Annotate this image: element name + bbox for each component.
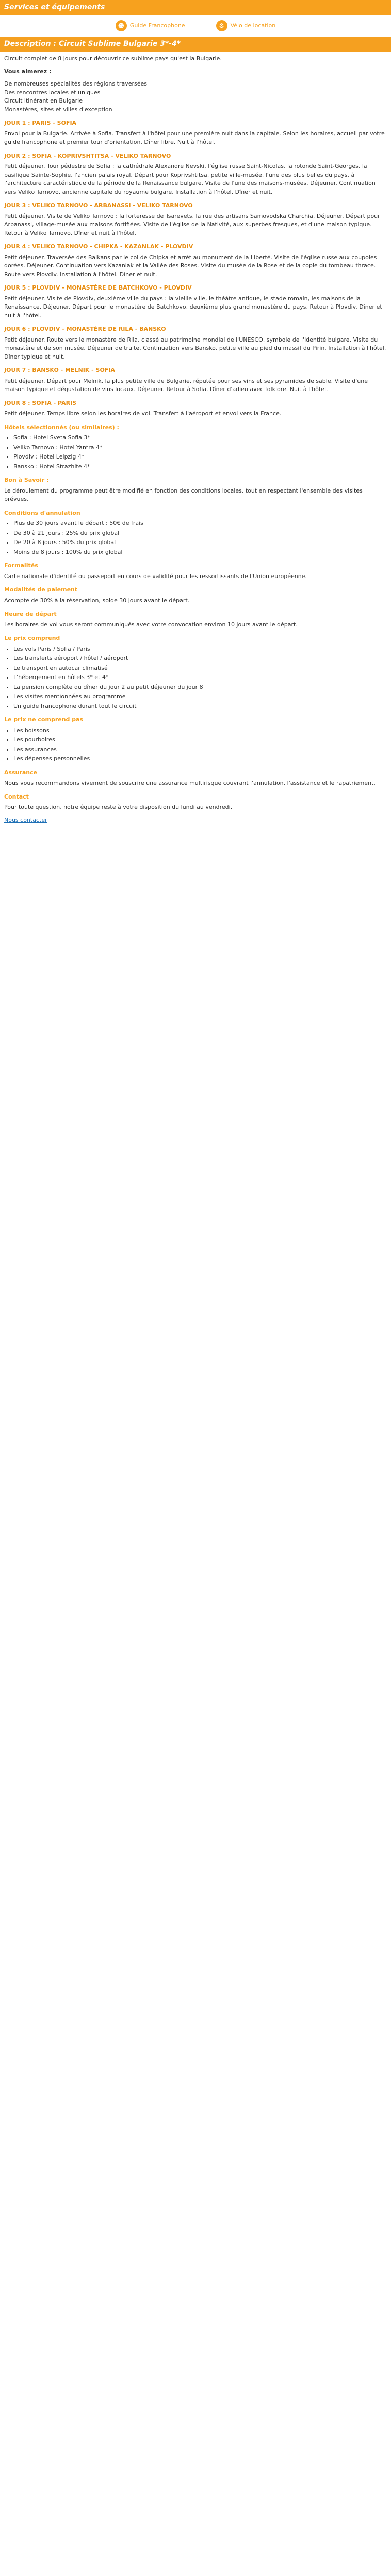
not-included-item: • Les dépenses personnelles — [13, 755, 387, 764]
day-block — [4, 119, 387, 147]
formalities-title: Formalités — [4, 562, 38, 569]
voyage-item: Circuit itinérant en Bulgarie — [4, 97, 83, 104]
payment-text: Acompte de 30% à la réservation, solde 30 jours avant le départ. — [4, 597, 190, 604]
schedule-title: Heure de départ — [4, 611, 57, 617]
day-block — [4, 201, 387, 238]
schedule-text: Les horaires de vol vous seront communiqués avec votre convocation environ 10 jours avant le départ. — [4, 621, 298, 628]
included-item: • Un guide francophone durant tout le circuit — [13, 702, 387, 711]
description-content — [0, 52, 391, 837]
day-text: Petit déjeuner. Visite de Veliko Tarnovo : la forteresse de Tsarevets, la rue des artisans Samovodska Charchia. Déjeuner. Départ pour Arbanassi, village-musée aux maisons fortifiées. Visite de l'église de la Nativité, aux superbes fresques, et d'une maison typique. Retour à Veliko Tarnovo. Dîner et nuit à l'hôtel. — [4, 212, 380, 236]
voyage-title: Vous aimerez : — [4, 67, 52, 75]
included-item: • Les transferts aéroport / hôtel / aéroport — [13, 654, 387, 663]
voyage-item: Monastères, sites et villes d'exception — [4, 106, 112, 113]
service-bike — [216, 20, 276, 31]
day-block — [4, 325, 387, 361]
day-block — [4, 152, 387, 197]
condition-item: • Moins de 8 jours : 100% du prix global — [13, 548, 387, 557]
day-text: Petit déjeuner. Route vers le monastère de Rila, classé au patrimoine mondial de l'UNESCO, symbole de l'identité bulgare. Visite du monastère et de son musée. Déjeuner de truite. Continuation vers Bansko, petite ville au pied du massif du Pirin. Installation à l'hôtel. Dîner typique et nuit. — [4, 336, 386, 360]
insurance-text: Nous vous recommandons vivement de souscrire une assurance multirisque couvrant l'annulation, l'assistance et le rapatriement. — [4, 779, 376, 786]
contact-title: Contact — [4, 793, 29, 800]
included-item: • Le transport en autocar climatisé — [13, 664, 387, 673]
day-title: JOUR 1 : PARIS - SOFIA — [4, 120, 77, 126]
included-item: • La pension complète du dîner du jour 2 au petit déjeuner du jour 8 — [13, 683, 387, 692]
day-title: JOUR 2 : SOFIA - KOPRIVSHTITSA - VELIKO TARNOVO — [4, 152, 171, 159]
description-section-title — [0, 37, 391, 52]
hotel-item: • Plovdiv : Hotel Leipzig 4* — [13, 453, 387, 462]
day-text: Petit déjeuner. Départ pour Melnik, la plus petite ville de Bulgarie, réputée pour ses vins et ses pyramides de sable. Visite d'une maison typique et dégustation de vins locaux. Déjeuner. Retour à Sofia. Dîner d'adieu avec folklore. Nuit à l'hôtel. — [4, 377, 368, 393]
day-block — [4, 399, 387, 418]
day-text: Petit déjeuner. Traversée des Balkans par le col de Chipka et arrêt au monument de la Liberté. Visite de l'église russe aux coupoles dorées. Déjeuner. Continuation vers Kazanlak et la Vallée des Roses. Visite du musée de la Rose et de la copie du tombeau thrace. Route vers Plovdiv. Installation à l'hôtel. Dîner et nuit. — [4, 253, 377, 278]
day-block — [4, 366, 387, 394]
day-text: Petit déjeuner. Temps libre selon les horaires de vol. Transfert à l'aéroport et envol vers la France. — [4, 410, 282, 417]
not-included-item: • Les assurances — [13, 745, 387, 754]
conditions-title: Conditions d'annulation — [4, 509, 80, 516]
hotel-item: • Sofia : Hotel Sveta Sofia 3* — [13, 434, 387, 443]
voyage-list — [4, 80, 387, 114]
page — [0, 0, 391, 837]
included-item: • Les visites mentionnées au programme — [13, 692, 387, 701]
included-item: • L'hébergement en hôtels 3* et 4* — [13, 673, 387, 682]
condition-item: • Plus de 30 jours avant le départ : 50€ de frais — [13, 519, 387, 528]
hotel-item: • Veliko Tarnovo : Hotel Yantra 4* — [13, 444, 387, 452]
voyage-item: Des rencontres locales et uniques — [4, 89, 101, 96]
voyage-item: De nombreuses spécialités des régions traversées — [4, 80, 147, 87]
guide-icon: ☻ — [116, 20, 127, 31]
day-title: JOUR 6 : PLOVDIV - MONASTÈRE DE RILA - BANSKO — [4, 326, 166, 332]
not-included-list — [13, 726, 387, 764]
service-guide — [116, 20, 185, 31]
condition-item: • De 20 à 8 jours : 50% du prix global — [13, 538, 387, 547]
contact-text: Pour toute question, notre équipe reste à votre disposition du lundi au vendredi. — [4, 804, 233, 810]
service-bike-label: Vélo de location — [230, 22, 276, 29]
day-title: JOUR 3 : VELIKO TARNOVO - ARBANASSI - VELIKO TARNOVO — [4, 202, 193, 209]
included-title: Le prix comprend — [4, 635, 60, 641]
day-block — [4, 243, 387, 279]
description-title: Description : Circuit Sublime Bulgarie 3*-4* — [4, 40, 181, 48]
services-title: Services et équipements — [4, 3, 105, 11]
good-to-know-text: Le déroulement du programme peut être modifié en fonction des conditions locales, tout en respectant l'ensemble des visites prévues. — [4, 487, 363, 502]
included-item: • Les vols Paris / Sofia / Paris — [13, 645, 387, 654]
conditions-list — [13, 519, 387, 556]
payment-title: Modalités de paiement — [4, 586, 78, 593]
service-guide-label: Guide Francophone — [129, 22, 185, 29]
condition-item: • De 30 à 21 jours : 25% du prix global — [13, 529, 387, 538]
day-text: Petit déjeuner. Visite de Plovdiv, deuxième ville du pays : la vieille ville, le théâtre antique, le stade romain, les maisons de la Renaissance. Déjeuner. Départ pour le monastère de Batchkovo, deuxième plus grand monastère du pays. Retour à Plovdiv. Dîner et nuit à l'hôtel. — [4, 295, 382, 319]
hotels-title: Hôtels sélectionnés (ou similaires) : — [4, 423, 119, 431]
formalities-text: Carte nationale d'identité ou passeport en cours de validité pour les ressortissants de l'Union européenne. — [4, 572, 307, 580]
description-intro: Circuit complet de 8 jours pour découvrir ce sublime pays qu'est la Bulgarie. — [4, 55, 222, 62]
contact-link[interactable]: Nous contacter — [4, 816, 47, 823]
not-included-title: Le prix ne comprend pas — [4, 716, 84, 723]
day-block — [4, 284, 387, 320]
hotels-list — [13, 434, 387, 471]
hotel-item: • Bansko : Hotel Strazhite 4* — [13, 463, 387, 471]
good-to-know-title: Bon à Savoir : — [4, 477, 49, 483]
bike-icon: ⚙ — [216, 20, 227, 31]
day-title: JOUR 7 : BANSKO - MELNIK - SOFIA — [4, 367, 115, 374]
not-included-item: • Les pourboires — [13, 736, 387, 744]
not-included-item: • Les boissons — [13, 726, 387, 735]
included-list — [13, 645, 387, 711]
day-title: JOUR 8 : SOFIA - PARIS — [4, 399, 77, 406]
insurance-title: Assurance — [4, 769, 38, 776]
services-section-title — [0, 0, 391, 15]
services-row — [0, 15, 391, 37]
day-title: JOUR 5 : PLOVDIV - MONASTÈRE DE BATCHKOVO - PLOVDIV — [4, 284, 192, 291]
day-text: Envol pour la Bulgarie. Arrivée à Sofia. Transfert à l'hôtel pour une première nuit dans la capitale. Selon les horaires, accueil par votre guide francophone et premier tour d'orientation. Dîner libre. Nuit à l'hôtel. — [4, 130, 385, 145]
day-title: JOUR 4 : VELIKO TARNOVO - CHIPKA - KAZANLAK - PLOVDIV — [4, 243, 193, 250]
day-text: Petit déjeuner. Tour pédestre de Sofia : la cathédrale Alexandre Nevski, l'église russe Saint-Nicolas, la rotonde Saint-Georges, la basilique Sainte-Sophie, l'ancien palais royal. Départ pour Koprivshtitsa, petite ville-musée, l'une des plus belles du pays, à l'architecture caractéristique de la période de la Renaissance bulgare. Visite de l'une des maisons-musées. Déjeuner. Continuation vers Veliko Tarnovo, ancienne capitale du royaume bulgare. Installation à l'hôtel. Dîner et nuit. — [4, 163, 376, 195]
